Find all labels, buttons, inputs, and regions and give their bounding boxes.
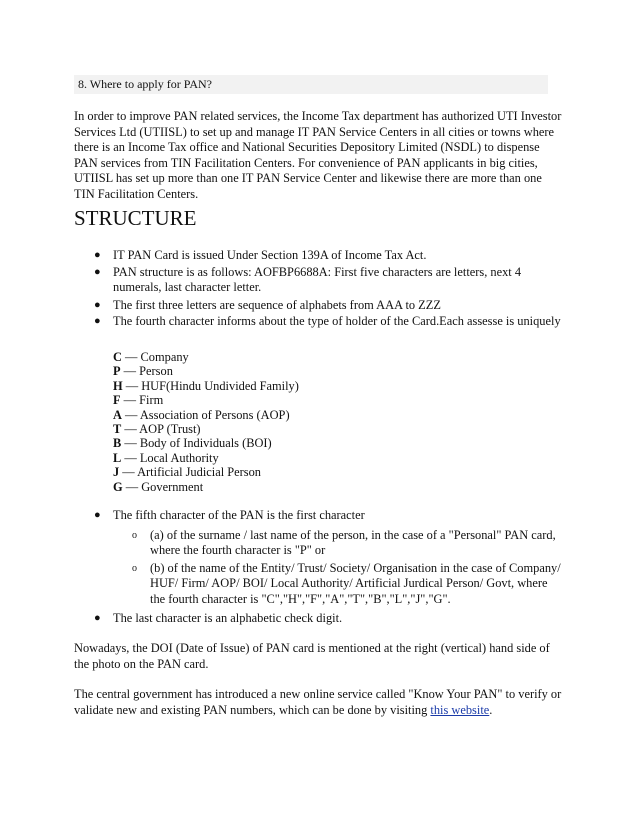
circle-bullet-icon: o [132, 529, 137, 541]
know-your-pan-text: The central government has introduced a new online service called "Know Your PAN" to verify or validate new and existing PAN numbers, which can be done by visiting [74, 687, 562, 717]
holder-code-meaning: — Body of Individuals (BOI) [121, 436, 272, 451]
holder-code-meaning: — Association of Persons (AOP) [121, 407, 290, 422]
holder-code-item [113, 480, 299, 494]
holder-code-meaning: — Person [120, 364, 173, 379]
holder-code-meaning: — HUF(Hindu Undivided Family) [122, 378, 299, 393]
intro-paragraph: In order to improve PAN related services, the Income Tax department has authorized UTI Investor Services Ltd (UTIISL) to set up and manage IT PAN Service Centers in all cities or towns where there is an Income Tax office and National Securities Depository Limited (NSDL) to dispense PAN services from TIN Facilitation Centers. For convenience of PAN applicants in big cities, UTIISL has set up more than one IT PAN Service Center and likewise there are more than one TIN Facilitation Centers. [74, 109, 562, 201]
question-heading: 8. Where to apply for PAN? [74, 75, 548, 94]
fifth-character-sublist [113, 528, 564, 608]
sub-list-item-text: (a) of the surname / last name of the person, in the case of a "Personal" PAN card, where the fourth character is "P" or [150, 527, 556, 558]
list-item-text: The fifth character of the PAN is the first character [113, 508, 365, 522]
list-item-text: PAN structure is as follows: AOFBP6688A: First five characters are letters, next 4 numerals, last character letter. [113, 264, 522, 295]
list-item-text: IT PAN Card is issued Under Section 139A of Income Tax Act. [113, 248, 427, 262]
holder-code-letter: J [113, 465, 120, 480]
holder-code-meaning: — Government [122, 479, 204, 494]
holder-code-meaning: — Firm [120, 393, 164, 408]
list-item [74, 298, 564, 314]
list-item-text: The first three letters are sequence of alphabets from AAA to ZZZ [113, 297, 441, 312]
holder-code-letter: L [113, 450, 122, 465]
sub-list-item-text: (b) of the name of the Entity/ Trust/ Society/ Organisation in the case of Company/ HUF/ Firm/ AOP/ BOI/ Local Authority/ Artificial Jurdical Person/ Govt, where the fourth character is "C","H","F","A","T","B","L","J","G". [150, 560, 561, 606]
bullet-icon: ● [94, 315, 101, 328]
paragraph-end: . [489, 702, 493, 717]
know-your-pan-paragraph [74, 687, 564, 718]
structure-list [74, 248, 564, 330]
holder-code-letter: P [113, 364, 121, 379]
bullet-icon: ● [94, 612, 101, 624]
holder-code-letter: C [113, 350, 122, 364]
holder-code-meaning: — AOP (Trust) [121, 422, 201, 437]
list-item-text: The fourth character informs about the type of holder of the Card.Each assesse is uniquely [113, 314, 561, 329]
holder-code-letter: T [113, 422, 122, 437]
holder-code-item [113, 451, 299, 465]
holder-code-item [113, 364, 299, 378]
sub-list-item [113, 528, 564, 559]
holder-code-meaning: — Company [121, 350, 189, 364]
list-item [74, 314, 564, 330]
section-title: STRUCTURE [74, 206, 197, 230]
bullet-icon: ● [94, 298, 101, 311]
bullet-icon: ● [94, 509, 101, 521]
holder-code-letter: F [113, 393, 121, 408]
holder-code-item [113, 465, 299, 479]
list-item [74, 248, 564, 264]
fifth-character-list [74, 508, 564, 610]
last-character-list [74, 611, 564, 627]
doi-paragraph: Nowadays, the DOI (Date of Issue) of PAN card is mentioned at the right (vertical) hand side of the photo on the PAN card. [74, 641, 550, 671]
sub-list-item [113, 561, 564, 608]
holder-code-letter: A [113, 407, 122, 422]
list-item [74, 508, 564, 608]
holder-code-item [113, 408, 299, 422]
list-item-text: The last character is an alphabetic check digit. [113, 611, 343, 625]
holder-code-item [113, 379, 299, 393]
holder-code-letter: H [113, 378, 123, 393]
holder-code-letter: B [113, 436, 122, 451]
holder-code-item [113, 436, 299, 450]
bullet-icon: ● [94, 265, 101, 278]
holder-code-letter: G [113, 479, 123, 494]
holder-code-meaning: — Artificial Judicial Person [119, 465, 261, 480]
bullet-icon: ● [94, 249, 101, 261]
holder-code-item [113, 393, 299, 407]
holder-code-list [113, 350, 299, 494]
list-item [74, 611, 564, 627]
holder-code-item [113, 422, 299, 436]
this-website-link[interactable]: this website [430, 702, 490, 717]
circle-bullet-icon: o [132, 562, 137, 574]
list-item [74, 265, 564, 296]
holder-code-item [113, 350, 299, 364]
holder-code-meaning: — Local Authority [121, 450, 219, 465]
